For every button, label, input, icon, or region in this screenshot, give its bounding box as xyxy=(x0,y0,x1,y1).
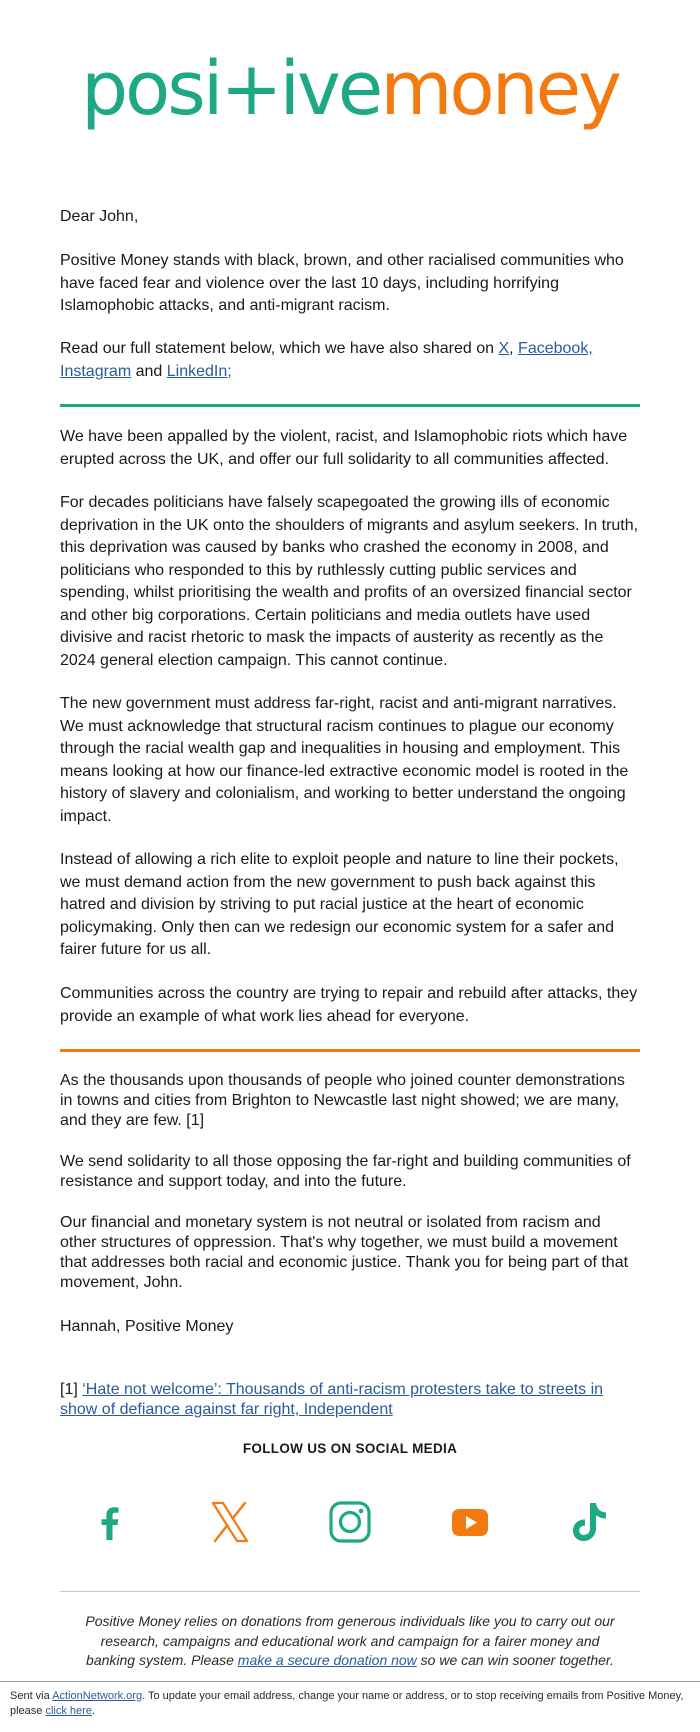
intro-paragraph: Positive Money stands with black, brown, and other racialised communities who have faced fear and violence over the last 10 days, including horrifying Islamophobic attacks, and anti-migrant racism. xyxy=(60,252,624,314)
body-paragraph: Our financial and monetary system is not neutral or isolated from racism and other structures of oppression. That's why together, we must build a movement that addresses both racial and economic justice. Thank you for being part of that movement, John. xyxy=(60,1214,629,1291)
footer-divider xyxy=(60,1591,640,1592)
after-para-1-block xyxy=(60,1071,640,1131)
tiktok-social-link[interactable] xyxy=(568,1500,612,1544)
instagram-icon xyxy=(328,1500,372,1544)
facebook-link[interactable]: Facebook, xyxy=(518,340,593,357)
tiktok-icon xyxy=(568,1500,612,1544)
signoff: Hannah, Positive Money xyxy=(60,1318,234,1335)
quote-paragraph: Communities across the country are trying to repair and rebuild after attacks, they provide an example of what work lies ahead for everyone. xyxy=(60,985,638,1025)
facebook-social-link[interactable] xyxy=(88,1500,132,1544)
intro-block xyxy=(60,250,640,318)
x-icon xyxy=(208,1500,252,1544)
green-divider xyxy=(60,404,640,407)
positive-money-logo xyxy=(0,46,700,132)
greeting-block xyxy=(60,206,640,229)
donation-text: so we can win sooner together. xyxy=(416,1652,614,1668)
linkedin-link[interactable]: LinkedIn; xyxy=(166,362,232,380)
quote-paragraph: For decades politicians have falsely scapegoated the growing ills of economic deprivation in the UK onto the shoulders of migrants and asylum seekers. In truth, this deprivation was caused by banks who crashed the economy in 2008, and politicians who responded to this by ruthlessly cutting public services and spending, whilst prioritising the wealth and profits of an oversized financial sector and other big corporations. Certain politicians and media outlets have used divisive and racist rhetoric to mask the impacts of austerity as recently as the 2024 general election campaign. This cannot continue. xyxy=(60,494,639,669)
donation-message xyxy=(75,1612,625,1671)
after-para-3-block xyxy=(60,1213,640,1293)
statement-paragraph xyxy=(60,338,640,383)
footer-text: . To update your email address, change your name or address, or to stop receiving emails from Positive Money, please xyxy=(10,1690,684,1717)
quote-paragraph: We have been appalled by the violent, racist, and Islamophobic riots which have erupted across the UK, and offer our full solidarity to all communities affected. xyxy=(60,428,628,468)
logo-plus: + xyxy=(220,46,280,132)
footer-text: . xyxy=(91,1705,96,1717)
footnote-link[interactable]: ‘Hate not welcome’: Thousands of anti-racism protesters take to streets in show of defiance against far right, Independent xyxy=(60,1381,604,1418)
youtube-icon xyxy=(448,1500,492,1544)
quote-paragraph: Instead of allowing a rich elite to exploit people and nature to line their pockets, we must demand action from the new government to push back against this hatred and division by striving to put racial justice at the heart of economic policymaking. Only then can we redesign our economic system for a safer and fairer future for us all. xyxy=(60,851,619,958)
instagram-social-link[interactable] xyxy=(328,1500,372,1544)
logo-part-ive: ive xyxy=(279,46,381,132)
quote-paragraph: The new government must address far-right, racist and anti-migrant narratives. We must acknowledge that structural racism continues to plague our economy through the racial wealth gap and inequalities in housing and employment. This means looking at how our finance-led extractive economic model is rooted in the history of slavery and colonialism, and working to better understand the ongoing impact. xyxy=(60,695,629,825)
statement-text: Read our full statement below, which we have also shared on xyxy=(60,340,499,357)
footer-text: Sent via xyxy=(10,1690,53,1702)
logo-part-posi: posi xyxy=(81,46,221,132)
quote-para-5-block xyxy=(60,983,640,1028)
youtube-social-link[interactable] xyxy=(448,1500,492,1544)
body-paragraph: We send solidarity to all those opposing the far-right and building communities of resistance and support today, and into the future. xyxy=(60,1153,631,1190)
quote-para-3-block xyxy=(60,693,640,828)
greeting: Dear John, xyxy=(60,208,139,225)
after-para-2-block xyxy=(60,1152,640,1192)
actionnetwork-link[interactable]: ActionNetwork.org xyxy=(52,1690,143,1702)
quote-para-4-block xyxy=(60,849,640,962)
quote-para-1-block xyxy=(60,426,640,471)
x-social-link[interactable] xyxy=(208,1500,252,1544)
unsubscribe-notice xyxy=(10,1689,690,1719)
footnote-block xyxy=(60,1380,640,1420)
statement-block xyxy=(60,338,640,383)
body-paragraph: As the thousands upon thousands of people who joined counter demonstrations in towns and cities from Brighton to Newcastle last night showed; we are many, and they are few. [1] xyxy=(60,1072,625,1129)
facebook-icon xyxy=(88,1500,132,1544)
statement-separator: , xyxy=(509,340,519,357)
statement-separator: and xyxy=(131,362,167,380)
quote-para-2-block xyxy=(60,492,640,672)
instagram-link[interactable]: Instagram xyxy=(60,362,132,380)
signoff-block xyxy=(60,1317,640,1337)
footnote-marker: [1] xyxy=(60,1381,83,1398)
donation-text: Positive Money relies on donations from generous individuals like you to carry out our research, campaigns and educational work and campaign for a fairer money and banking system. Please xyxy=(85,1613,615,1668)
donate-link[interactable]: make a secure donation now xyxy=(237,1652,417,1668)
x-link[interactable]: X xyxy=(498,340,510,357)
footnote xyxy=(60,1380,640,1420)
orange-divider xyxy=(60,1049,640,1052)
manage-subscription-link[interactable]: click here xyxy=(45,1705,92,1717)
logo-part-money: money xyxy=(380,46,619,132)
follow-heading: FOLLOW US ON SOCIAL MEDIA xyxy=(242,1441,458,1456)
